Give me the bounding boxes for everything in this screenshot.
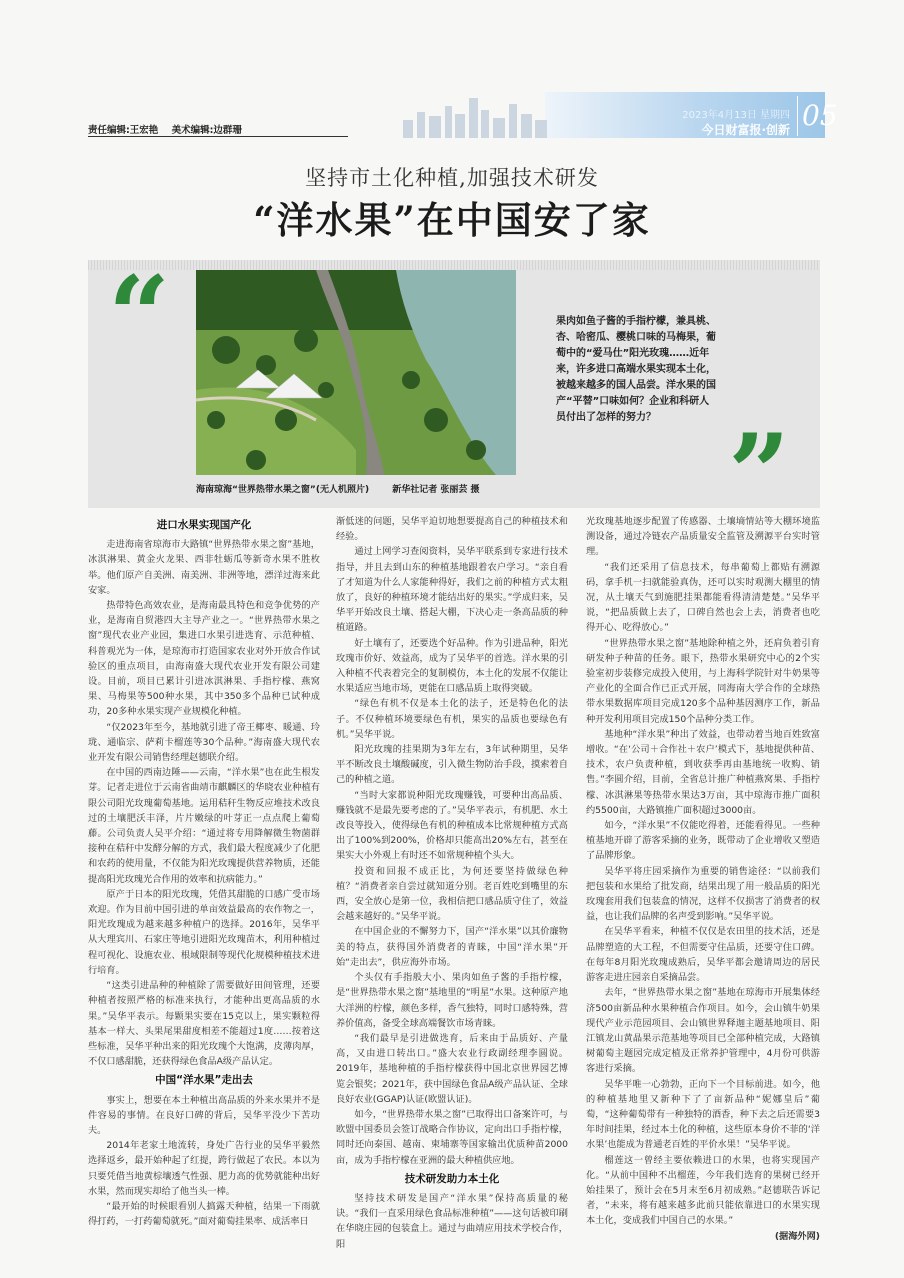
paragraph: “当时大家都说种阳光玫瑰赚钱，可要种出高品质、赚钱就不是最先要考虑的了。”吴华平表示，有机肥、水土改良等投入，使得绿色有机的种植成本比常规种植方式高出了100%到200%，价格却只能高出20%左右，甚至在果实大小外观上有时还不如常规种植个头大。 <box>336 789 568 862</box>
page-number: 05 <box>797 96 842 136</box>
column-2 <box>336 514 568 1252</box>
feature-band-texture <box>88 260 820 270</box>
section-heading: 进口水果实现国产化 <box>156 519 252 531</box>
paragraph: “世界热带水果之窗”基地除种植之外，还肩负着引育研发种子种苗的任务。眼下，热带水果研究中心的2个实验室初步装修完成投入使用，与上海科学院针对牛奶果等产业化的全面合作已正式开展，同海南大学合作的全球热带水果数据库项目完成120多个品种基因测序工作，新品种开发利用项目完成150个品种分类工作。 <box>586 637 820 725</box>
lead-paragraph: 果肉如鱼子酱的手指柠檬，兼具桃、杏、哈密瓜、樱桃口味的马梅果，葡萄中的“爱马仕”阳光玫瑰……近年来，许多进口高端水果实现本土化，被越来越多的国人品尝。洋水果的国产“平替”口味如何？企业和科研人员付出了怎样的努力？ <box>556 316 716 423</box>
article-source: (据海外网) <box>774 1230 820 1242</box>
paragraph: 在中国的西南边陲——云南，“洋水果”也在此生根发芽。记者走进位于云南省曲靖市麒麟区的华晓农业种植有限公司阳光玫瑰葡萄基地。运用秸秆生物反应堆技术改良过的土壤肥沃丰泽，片片嫩绿的叶芽正一点点爬上葡萄藤。公司负责人吴平介绍：“通过将专用降解微生物菌群接种在秸秆中发酵分解的方式，我们最大程度减少了化肥和农药的使用量，不仅能为阳光玫瑰提供营养物质，还能提高阳光玫瑰光合作用的效率和抗病能力。” <box>88 767 320 885</box>
paragraph: 走进海南省琼海市大路镇“世界热带水果之窗”基地，冰淇淋果、黄金火龙果、西非牡蛎瓜等新奇水果不胜枚举。他们原产自美洲、南美洲、非洲等地，漂洋过海来此安家。 <box>88 539 320 596</box>
close-quote-icon: ” <box>728 411 791 537</box>
paragraph: 去年，“世界热带水果之窗”基地在琼海市开展集体经济500亩新品种水果种植合作项目。如今，会山镇牛奶果现代产业示范园项目、会山镇世界释迦主题基地项目、阳江镇龙山黄晶果示范基地等项目已全部种植完成，大路镇树葡萄主题园完成定植及正常养护管理中，4月份可供游客进行采摘。 <box>586 987 820 1075</box>
responsible-editor: 责任编辑:王宏艳 <box>88 125 159 136</box>
paragraph: 2014年老家土地流转，身处广告行业的吴华平毅然选择返乡，最开始种起了红提，跨行做起了农民。本以为只要凭借当地黄棕壤透气性强、肥力高的优势就能种出好水果，然而现实却给了他当头一棒。 <box>88 1140 320 1197</box>
paragraph: “这类引进品种的种植除了需要做好田间管理，还要种植者按照严格的标准来执行，才能种出更高品质的水果。”吴华平表示。每颗果实要在15克以上，果实颗粒得基本一样大、头果尾果甜度相差不能超过1度……按着这些标准，吴华平种出来的阳光玫瑰个大饱满，皮薄肉厚，不仅口感甜脆，还获得绿色食品A级产品认定。 <box>88 980 320 1068</box>
paragraph: 在中国企业的不懈努力下，国产“洋水果”以其价廉物美的特点，获得国外消费者的青睐，中国“洋水果”开始“走出去”，供应海外市场。 <box>336 926 568 968</box>
editor-credits <box>88 122 252 136</box>
aerial-photo-illustration <box>196 270 516 475</box>
paragraph: 基地种“洋水果”种出了效益，也带动着当地百姓致富增收。“在‘公司＋合作社＋农户’模式下，基地提供种苗、技术，农户负责种植，到收获季再由基地统一收购、销售。”李圆介绍，目前，全省总计推广种植燕窝果、手指柠檬、冰淇淋果等热带水果达3万亩，其中琼海市推广面积约5500亩，大路镇推广面积超过3000亩。 <box>586 728 820 816</box>
paragraph: 投资和回报不成正比，为何还要坚持做绿色种植？“消费者亲自尝过就知道分别。老百姓吃到嘴里的东西，安全放心是第一位，我相信把口感品质守住了，效益会越来越好的。”吴华平说。 <box>336 865 568 923</box>
art-editor: 美术编辑:边群珊 <box>171 125 242 136</box>
caption-credit: 新华社记者 张丽芸 摄 <box>392 485 480 495</box>
paragraph: “绿色有机不仅是本土化的法子，还是特色化的法子。不仅种植环境要绿色有机，果实的品质也要绿色有机。”吴华平说。 <box>336 698 568 740</box>
paragraph: 原产于日本的阳光玫瑰，凭借其甜脆的口感广受市场欢迎。作为目前中国引进的单亩效益最高的农作物之一，阳光玫瑰成为越来越多种植户的选择。2016年，吴华平从大理宾川、石家庄等地引进阳光玫瑰苗木，利用种植过程可视化、设施农业、根域限制等现代化规模种植技术进行培育。 <box>88 888 320 976</box>
paragraph: 如今，“洋水果”不仅能吃得着，还能看得见。一些种植基地开辟了游客采摘的业务，既带动了企业增收又塑造了品牌形象。 <box>586 820 820 862</box>
article-subtitle: 坚持市土化种植,加强技术研发 <box>305 166 599 190</box>
paragraph: 个头仅有手指般大小、果肉如鱼子酱的手指柠檬，是“世界热带水果之窗”基地里的“明星”水果。这种原产地大洋洲的柠檬，颜色多样，香气独特，同时口感特殊，营养价值高，备受全球高端餐饮市场青睐。 <box>336 972 568 1029</box>
paragraph: 在吴华平看来，种植不仅仅是农田里的技术活，还是品牌塑造的大工程，不但需要守住品质，还要守住口碑。在每年8月阳光玫瑰成熟后，吴华平都会邀请周边的居民游客走进庄园亲自采摘品尝。 <box>586 926 820 984</box>
paragraph: 好土壤有了，还要选个好品种。作为引进品种，阳光玫瑰市价好、效益高，成为了吴华平的首选。洋水果的引入种植不代表着完全的复制模仿，本土化的发展不仅能让水果适应当地市场，更能在口感品质上取得突破。 <box>336 637 568 695</box>
paragraph: 事实上，想要在本土种植出高品质的外来水果并不是件容易的事情。在良好口碑的背后，吴华平没少下苦功夫。 <box>88 1094 320 1136</box>
caption-text: 海南琼海“世界热带水果之窗”(无人机照片) <box>196 485 370 495</box>
paragraph: 吴华平将庄园采摘作为重要的销售途径：“以前我们把包装和水果给了批发商，结果出现了用一般品质的阳光玫瑰套用我们包装盒的情况，这样不仅损害了消费者的权益，也让我们品牌的名声受到影响。”吴华平说。 <box>586 865 820 923</box>
paragraph: 阳光玫瑰的挂果期为3年左右，3年试种期里，吴华平不断改良土壤酸碱度，引入微生物防治手段，摸索着自己的种植之道。 <box>336 744 568 786</box>
paragraph: 吴华平唯一心勃勃，正向下一个目标前进。如今，他的种植基地里又新种下了了亩新品种“妮娜皇后”葡萄，“这种葡萄带有一种独特的酒香，种下去之后还需要3年时间挂果，经过本土化的种植，这些原本身价不菲的‘洋水果’也能成为普通老百姓的平价水果！”吴华平说。 <box>586 1078 820 1151</box>
section-heading: 中国“洋水果”走出去 <box>155 1074 253 1087</box>
paragraph: 榴莲这一曾经主要依赖进口的水果，也将实现国产化。“从前中国种不出榴莲，今年我们选育的果树已经开始挂果了，预计会在5月末至6月初成熟。”赵德联告诉记者，“未来，将有越来越多此前只能依靠进口的水果实现本土化，变成我们中国自己的水果。” <box>586 1154 820 1227</box>
newspaper-brand: 今日财富报·创新 <box>701 123 790 137</box>
column-1 <box>88 514 320 1229</box>
issue-date: 2023年4月13日 星期四 <box>682 110 790 121</box>
header-rule <box>88 136 348 137</box>
paragraph: 热带特色高效农业，是海南最具特色和竞争优势的产业，是海南自贸港四大主导产业之一。“世界热带水果之窗”现代农业产业园，集进口水果引进选育、示范种植、科普观光为一体，是琼海市打造国家农业对外开放合作试验区的重点项目，由海南盛大现代农业开发有限公司建设。目前，项目已累计引进冰淇淋果、手指柠檬、燕窝果、马梅果等500种水果，其中350多个品种已试种成功，20多种水果实现产业规模化种植。 <box>88 600 320 718</box>
city-skyline-icon <box>395 92 555 138</box>
article-title: “洋水果”在中国安了家 <box>253 198 651 242</box>
paragraph: “仅2023年至今，基地就引进了帝王椰枣、暖通、玲珑、通临宗、萨莉卡榴莲等30个品种。”海南盛大现代农业开发有限公司销售经理赵德联介绍。 <box>88 721 320 764</box>
paragraph: 渐低迷的问题，吴华平迫切地想要提高自己的种植技术和经验。 <box>336 516 568 543</box>
paragraph: “我们还采用了信息技术，每串葡萄上都贴有溯源码，拿手机一扫就能验真伪，还可以实时观测大棚里的情况，从土壤天气到施肥挂果都能看得清清楚楚。”吴华平说，“把品质做上去了，口碑自然也会上去，消费者也吃得开心、吃得放心。” <box>586 561 820 634</box>
open-quote-icon: “ <box>108 253 171 379</box>
section-heading: 技术研发助力本土化 <box>404 1172 500 1185</box>
paragraph: 通过上网学习查阅资料，吴华平联系到专家进行技术指导，并且去到山东的种植基地跟着农户学习。“亲自看了才知道为什么人家能种得好，我们之前的种植方式太粗放了，良好的种植环境才能结出好的果实。”学成归来，吴华平开始改良土壤、搭起大棚，下决心走一条高品质的种植道路。 <box>336 546 568 634</box>
column-3 <box>586 514 820 1244</box>
photo-caption <box>196 482 756 495</box>
paragraph: “最开始的时候眼看别人搞露天种植，结果一下雨就得打药，一打药葡萄就死。”面对葡萄挂果率、成活率日 <box>88 1200 320 1228</box>
paragraph: 如今，“世界热带水果之窗”已取得出口备案许可，与欧盟中国委员会签订战略合作协议，定向出口手指柠檬，同时还向泰国、越南、柬埔寨等国家输出优质种苗2000亩，成为手指柠檬在亚洲的最大种植供应地。 <box>336 1108 568 1166</box>
paragraph: “我们最早是引进做选育，后来由于品质好、产量高，又由进口转出口。”盛大农业行政副经理李圆说。2019年，基地种植的手指柠檬获得中国北京世界园艺博览会银奖；2021年，获中国绿色食品A级产品认证、全球良好农业(GGAP)认证(欧盟认证)。 <box>336 1032 568 1105</box>
paragraph: 坚持技术研发是国产“洋水果”保持高质量的秘诀。“我们一直采用绿色食品标准种植”——这句话被印刷在华晓庄园的包装盒上。通过与曲靖应用技术学校合作，阳 <box>336 1192 568 1250</box>
paragraph: 光玫瑰基地逐步配置了传感器、土壤墒情站等大棚环境监测设备，通过冷链农产品质量安全监管及溯源平台实时管理。 <box>586 516 820 558</box>
aerial-orchard-photo <box>196 270 516 475</box>
